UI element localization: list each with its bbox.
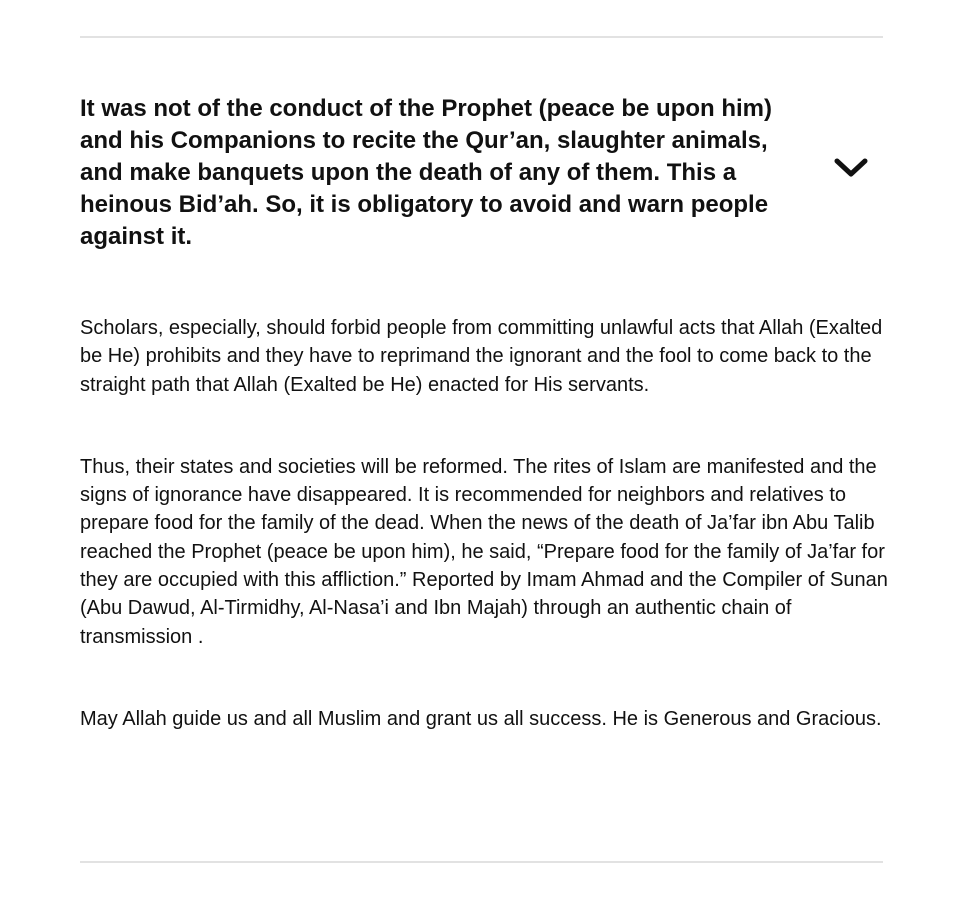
content-paragraph: Thus, their states and societies will be reformed. The rites of Islam are manifested and the signs of ignorance have disappeared. It is recommended for neighbors and relatives to prepare food for the family of the dead. When the news of the death of Ja’far ibn Abu Talib reached the Prophet (peace be upon him), he said, “Prepare food for the family of Ja’far for they are occupied with this affliction.” Reported by Imam Ahmad and the Compiler of Sunan (Abu Dawud, Al-Tirmidhy, Al-Nasa’i and Ibn Majah) through an authentic chain of transmission . bbox=[80, 455, 888, 648]
chevron-down-icon[interactable] bbox=[834, 157, 868, 179]
top-divider bbox=[80, 36, 883, 38]
accordion-title: It was not of the conduct of the Prophet (peace be upon him) and his Companions to recite the Qur’an, slaughter animals, and make banquets upon the death of any of them. This a heinous Bid’ah. So, it is obligatory to avoid and warn people against it. bbox=[80, 95, 773, 250]
accordion-header[interactable] bbox=[80, 93, 883, 253]
content-paragraph: May Allah guide us and all Muslim and grant us all success. He is Generous and Gracious. bbox=[80, 707, 882, 730]
content-paragraph: Scholars, especially, should forbid people from committing unlawful acts that Allah (Exalted be He) prohibits and they have to reprimand the ignorant and the fool to come back to the straight path that Allah (Exalted be He) enacted for His servants. bbox=[80, 317, 883, 396]
accordion-content bbox=[80, 314, 890, 787]
bottom-divider bbox=[80, 861, 883, 863]
